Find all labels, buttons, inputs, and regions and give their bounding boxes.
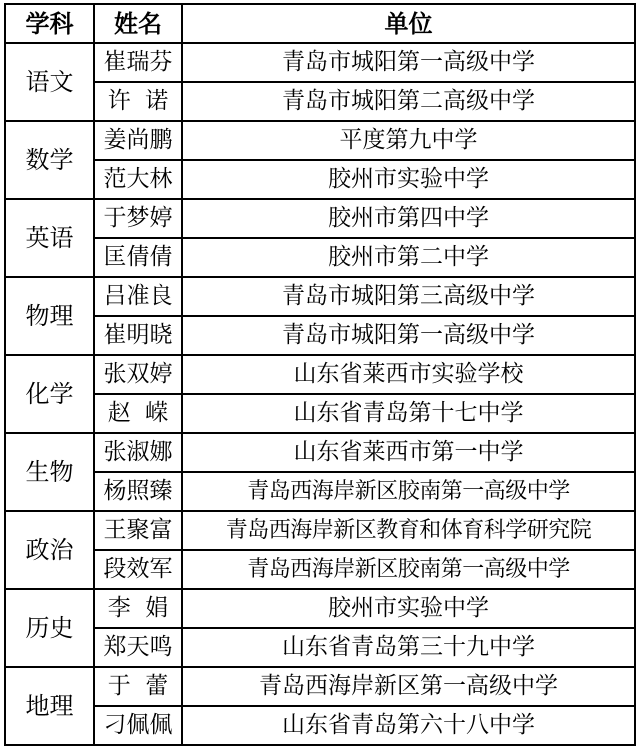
subject-cell: 地理 xyxy=(5,667,94,745)
unit-cell: 山东省青岛第三十九中学 xyxy=(182,628,635,667)
roster-table xyxy=(4,3,636,746)
unit-cell: 平度第九中学 xyxy=(182,121,635,160)
table-row xyxy=(5,316,635,355)
table-row xyxy=(5,277,635,316)
header-subject: 学科 xyxy=(5,4,94,43)
name-cell: 段效军 xyxy=(94,550,182,589)
table-row xyxy=(5,160,635,199)
unit-cell: 胶州市实验中学 xyxy=(182,589,635,628)
table-row xyxy=(5,394,635,433)
table-row xyxy=(5,121,635,160)
unit-cell: 青岛市城阳第三高级中学 xyxy=(182,277,635,316)
subject-cell: 数学 xyxy=(5,121,94,199)
table-row xyxy=(5,550,635,589)
unit-cell: 青岛市城阳第一高级中学 xyxy=(182,316,635,355)
name-cell: 范大林 xyxy=(94,160,182,199)
subject-cell: 生物 xyxy=(5,433,94,511)
unit-cell: 青岛西海岸新区胶南第一高级中学 xyxy=(182,550,635,589)
unit-cell: 青岛西海岸新区第一高级中学 xyxy=(182,667,635,706)
subject-cell: 化学 xyxy=(5,355,94,433)
table-row xyxy=(5,43,635,82)
unit-cell: 胶州市第二中学 xyxy=(182,238,635,277)
subject-cell: 政治 xyxy=(5,511,94,589)
name-cell: 许 诺 xyxy=(94,82,182,121)
name-cell: 张淑娜 xyxy=(94,433,182,472)
table-row xyxy=(5,238,635,277)
header-name: 姓名 xyxy=(94,4,182,43)
header-row xyxy=(5,4,635,43)
unit-cell: 青岛市城阳第二高级中学 xyxy=(182,82,635,121)
unit-cell: 山东省莱西市第一中学 xyxy=(182,433,635,472)
name-cell: 于梦婷 xyxy=(94,199,182,238)
unit-cell: 胶州市实验中学 xyxy=(182,160,635,199)
unit-cell: 青岛西海岸新区胶南第一高级中学 xyxy=(182,472,635,511)
name-cell: 崔瑞芬 xyxy=(94,43,182,82)
table-row xyxy=(5,628,635,667)
name-cell: 于 蕾 xyxy=(94,667,182,706)
unit-cell: 胶州市第四中学 xyxy=(182,199,635,238)
unit-cell: 山东省莱西市实验学校 xyxy=(182,355,635,394)
table-row xyxy=(5,199,635,238)
table-row xyxy=(5,511,635,550)
table-row xyxy=(5,82,635,121)
table-row xyxy=(5,355,635,394)
table-row xyxy=(5,667,635,706)
table-row xyxy=(5,589,635,628)
subject-cell: 物理 xyxy=(5,277,94,355)
subject-cell: 语文 xyxy=(5,43,94,121)
name-cell: 姜尚鹏 xyxy=(94,121,182,160)
name-cell: 李 娟 xyxy=(94,589,182,628)
subject-cell: 历史 xyxy=(5,589,94,667)
name-cell: 郑天鸣 xyxy=(94,628,182,667)
unit-cell: 山东省青岛第十七中学 xyxy=(182,394,635,433)
table-row xyxy=(5,433,635,472)
name-cell: 匡倩倩 xyxy=(94,238,182,277)
name-cell: 崔明晓 xyxy=(94,316,182,355)
table-row xyxy=(5,706,635,745)
subject-cell: 英语 xyxy=(5,199,94,277)
name-cell: 王聚富 xyxy=(94,511,182,550)
unit-cell: 青岛西海岸新区教育和体育科学研究院 xyxy=(182,511,635,550)
unit-cell: 山东省青岛第六十八中学 xyxy=(182,706,635,745)
table-row xyxy=(5,472,635,511)
name-cell: 杨照臻 xyxy=(94,472,182,511)
header-unit: 单位 xyxy=(182,4,635,43)
name-cell: 吕准良 xyxy=(94,277,182,316)
name-cell: 张双婷 xyxy=(94,355,182,394)
unit-cell: 青岛市城阳第一高级中学 xyxy=(182,43,635,82)
name-cell: 赵 嵘 xyxy=(94,394,182,433)
name-cell: 刁佩佩 xyxy=(94,706,182,745)
